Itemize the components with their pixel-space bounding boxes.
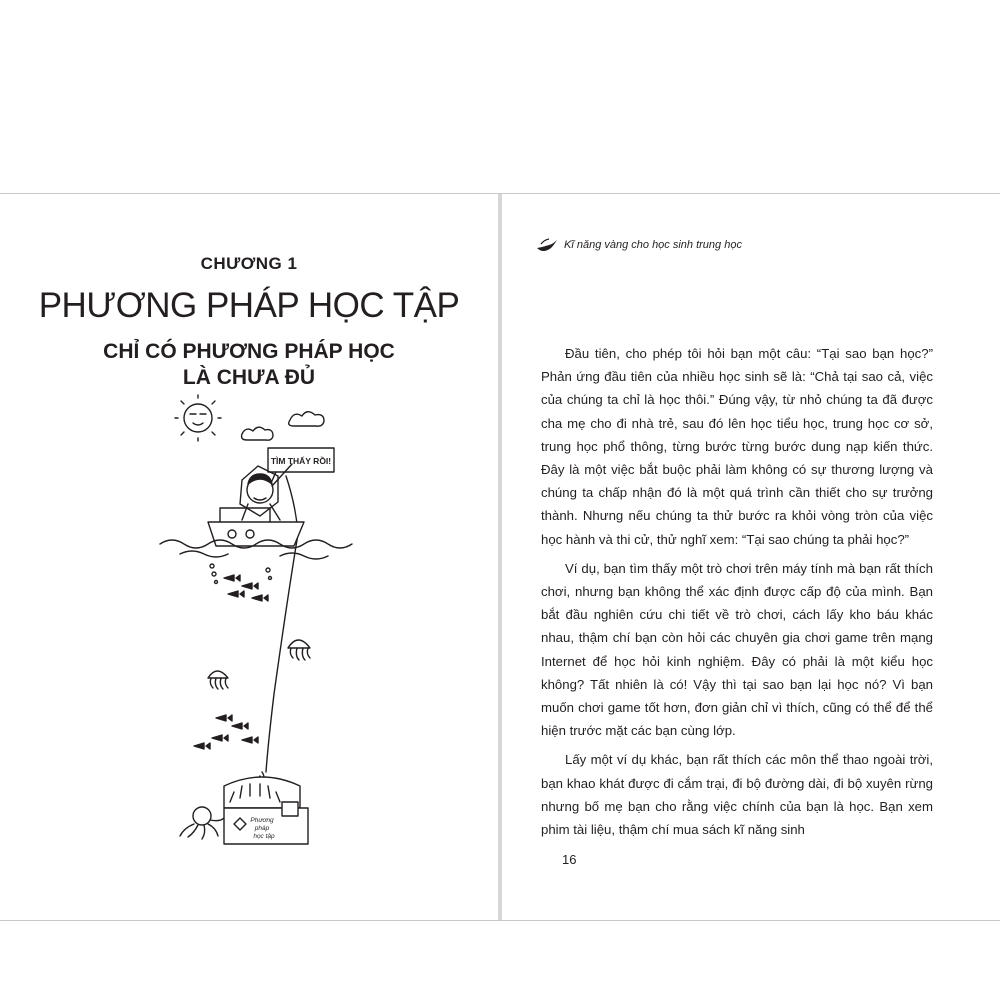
jellyfish-icon [208,671,228,689]
kid-figure [240,464,292,520]
running-head-text: Kĩ năng vàng cho học sinh trung học [564,239,742,251]
bubbles [210,564,272,584]
octopus-icon [180,807,224,839]
sign-text: TÌM THẤY RỒI! [270,456,332,466]
running-head [536,235,742,255]
chapter-subtitle [0,339,498,391]
paragraph: Lấy một ví dụ khác, bạn rất thích các môn thể thao ngoài trời, bạn khao khát được đi cắm trại, đi bộ đường dài, đi bộ xuyên rừng nhưng bố mẹ bạn cho rằng việc chính của bạn là học. Bạn xem phim tài liệu, thậm chí mua sách kĩ năng sinh [541,752,933,838]
chest-text-1: Phương [250,817,274,824]
cloud-icon [289,412,324,426]
fish-school-bottom [194,715,258,749]
page-number: 16 [562,852,577,867]
fish-school-top [224,575,268,601]
fishing-line [266,476,298,772]
subtitle-line-2: LÀ CHƯA ĐỦ [182,366,316,389]
treasure-chest-icon [224,777,308,844]
chapter-title: PHƯƠNG PHÁP HỌC TẬP [38,286,460,325]
right-page [502,194,1000,920]
sun-icon [175,395,221,441]
fishing-treasure-illustration [150,394,360,854]
chest-text-3: học tập [253,833,275,840]
found-it-sign [266,448,334,494]
swoosh-logo-icon [536,238,558,252]
chest-text-2: pháp [254,825,270,832]
body-text [541,342,933,847]
left-page [0,194,498,920]
paragraph: Đầu tiên, cho phép tôi hỏi bạn một câu: “Tại sao bạn học?” Phản ứng đầu tiên của nhiều học sinh sẽ là: “Chả tại sao cả, việc của chúng ta chỉ là học thôi.” Đúng vậy, từ nhỏ chúng ta đã được cha mẹ cho đi nhà trẻ, sau đó lên học tiểu học, trung học cơ sở, trung học phổ thông, từng bước từng bước dung nạp kiến thức. Đây là một việc bắt buộc phải làm không có sự thương lượng và chúng ta chấp nhận đó là một quá trình cần thiết cho sự trưởng thành. Nhưng nếu chúng ta thử bước ra khỏi vòng tròn của việc học hành và thi cử, thử nghĩ xem: “Tại sao chúng ta phải học?” [541,346,933,547]
chapter-label: CHƯƠNG 1 [200,254,298,273]
book-spread [0,193,1000,921]
cloud-icon [242,427,273,440]
paragraph: Ví dụ, bạn tìm thấy một trò chơi trên máy tính mà bạn rất thích chơi, nhưng bạn không thể xác định được cấp độ của mình. Bạn bắt đầu nghiên cứu chi tiết về trò chơi, cách lấy kho báu khác nhau, thậm chí bạn còn hỏi các chuyên gia chơi game trên mạng Internet để học hỏi kinh nghiệm. Đây có phải là một kiểu học không? Tất nhiên là có! Vậy thì tại sao bạn lại học nó? Vì bạn muốn chơi game tốt hơn, đơn giản chỉ vì thích, cũng có thể để thể hiện trước mặt các bạn cùng lớp. [541,560,933,739]
jellyfish-icon [288,640,310,660]
subtitle-line-1: CHỈ CÓ PHƯƠNG PHÁP HỌC [103,340,395,363]
